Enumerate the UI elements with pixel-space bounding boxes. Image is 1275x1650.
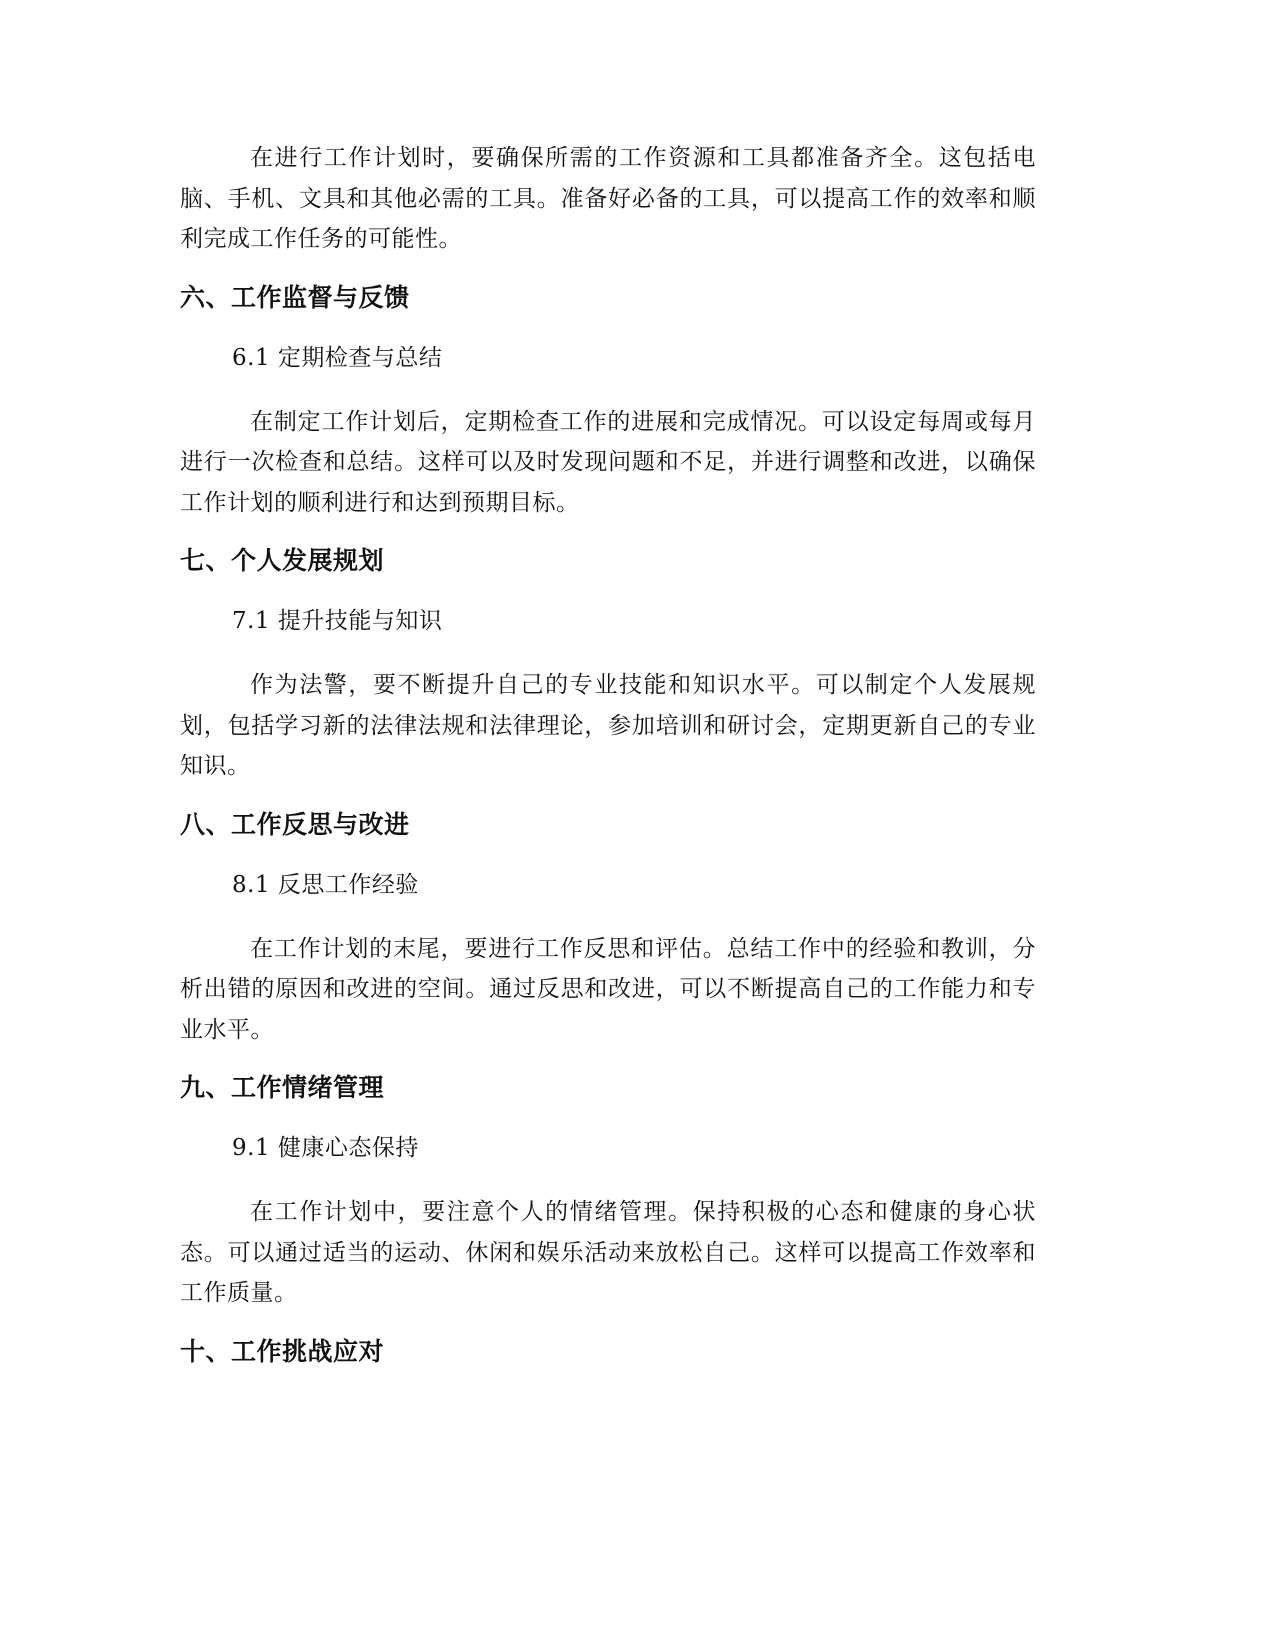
paragraph-skills: 作为法警，要不断提升自己的专业技能和知识水平。可以制定个人发展规划，包括学习新的法律法规和法律理论，参加培训和研讨会，定期更新自己的专业知识。 xyxy=(180,672,1036,779)
document-page xyxy=(180,138,1036,1395)
section-heading-9: 九、工作情绪管理 xyxy=(180,1073,385,1102)
subsection-heading-6-1: 6.1 定期检查与总结 xyxy=(232,344,443,371)
paragraph-tools: 在进行工作计划时，要确保所需的工作资源和工具都准备齐全。这包括电脑、手机、文具和其他必需的工具。准备好必备的工具，可以提高工作的效率和顺利完成工作任务的可能性。 xyxy=(180,145,1036,252)
subsection-heading-9-1: 9.1 健康心态保持 xyxy=(232,1135,419,1161)
section-heading-8: 八、工作反思与改进 xyxy=(180,809,410,839)
paragraph-review: 在制定工作计划后，定期检查工作的进展和完成情况。可以设定每周或每月进行一次检查和总结。这样可以及时发现问题和不足，并进行调整和改进，以确保工作计划的顺利进行和达到预期目标。 xyxy=(180,408,1036,516)
section-heading-10: 十、工作挑战应对 xyxy=(180,1336,385,1366)
subsection-heading-7-1: 7.1 提升技能与知识 xyxy=(232,608,443,634)
subsection-heading-8-1: 8.1 反思工作经验 xyxy=(232,871,419,898)
paragraph-reflection: 在工作计划的末尾，要进行工作反思和评估。总结工作中的经验和教训，分析出错的原因和改进的空间。通过反思和改进，可以不断提高自己的工作能力和专业水平。 xyxy=(180,935,1036,1043)
paragraph-emotion: 在工作计划中，要注意个人的情绪管理。保持积极的心态和健康的身心状态。可以通过适当的运动、休闲和娱乐活动来放松自己。这样可以提高工作效率和工作质量。 xyxy=(180,1199,1036,1306)
section-heading-7: 七、个人发展规划 xyxy=(180,546,385,575)
section-heading-6: 六、工作监督与反馈 xyxy=(180,282,410,312)
